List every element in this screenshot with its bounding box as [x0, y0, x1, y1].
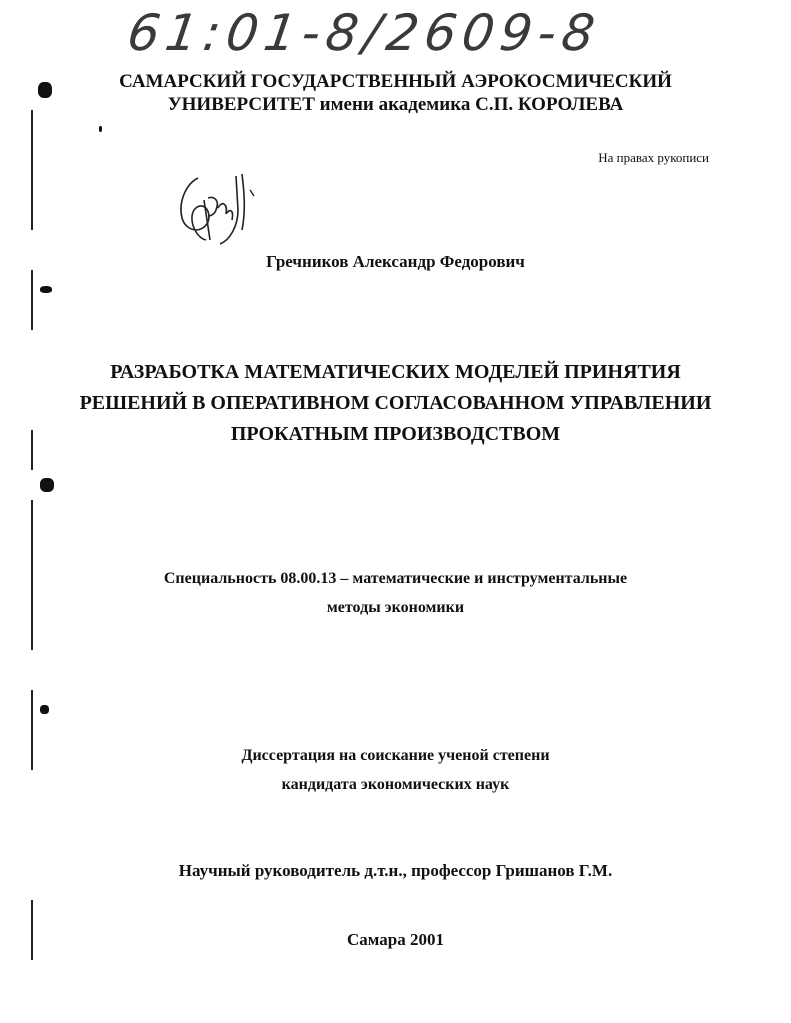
degree-line1: Диссертация на соискание ученой степени: [241, 747, 550, 764]
university-name-line2: УНИВЕРСИТЕТ имени академика С.П. КОРОЛЕВА: [167, 94, 624, 115]
thesis-title-line2: РЕШЕНИЙ В ОПЕРАТИВНОМ СОГЛАСОВАННОМ УПРАВЛЕНИИ: [79, 392, 712, 414]
author-name: Гречников Александр Федорович: [266, 252, 525, 271]
scan-margin-line: [31, 270, 33, 330]
thesis-title-line1: РАЗРАБОТКА МАТЕМАТИЧЕСКИХ МОДЕЛЕЙ ПРИНЯТИЯ: [110, 361, 681, 383]
scan-hole-mark: [99, 126, 102, 132]
archive-code-handwritten: 61:01-8/2609-8: [123, 4, 604, 62]
scan-hole-mark: [40, 705, 49, 714]
university-name-line1: САМАРСКИЙ ГОСУДАРСТВЕННЫЙ АЭРОКОСМИЧЕСКИЙ: [119, 71, 672, 92]
scan-hole-mark: [40, 478, 54, 492]
specialty-line2: методы экономики: [326, 599, 465, 616]
manuscript-rights-note: На правах рукописи: [598, 150, 709, 165]
scan-hole-mark: [40, 286, 52, 293]
scan-margin-line: [31, 110, 33, 230]
degree-line2: кандидата экономических наук: [281, 776, 510, 793]
scientific-supervisor: Научный руководитель д.т.н., профессор Гришанов Г.М.: [178, 861, 613, 880]
author-signature: [168, 170, 258, 250]
thesis-title-line3: ПРОКАТНЫМ ПРОИЗВОДСТВОМ: [230, 423, 561, 445]
city-year: Самара 2001: [347, 930, 444, 949]
specialty-line1: Специальность 08.00.13 – математические и инструментальные: [163, 570, 628, 587]
